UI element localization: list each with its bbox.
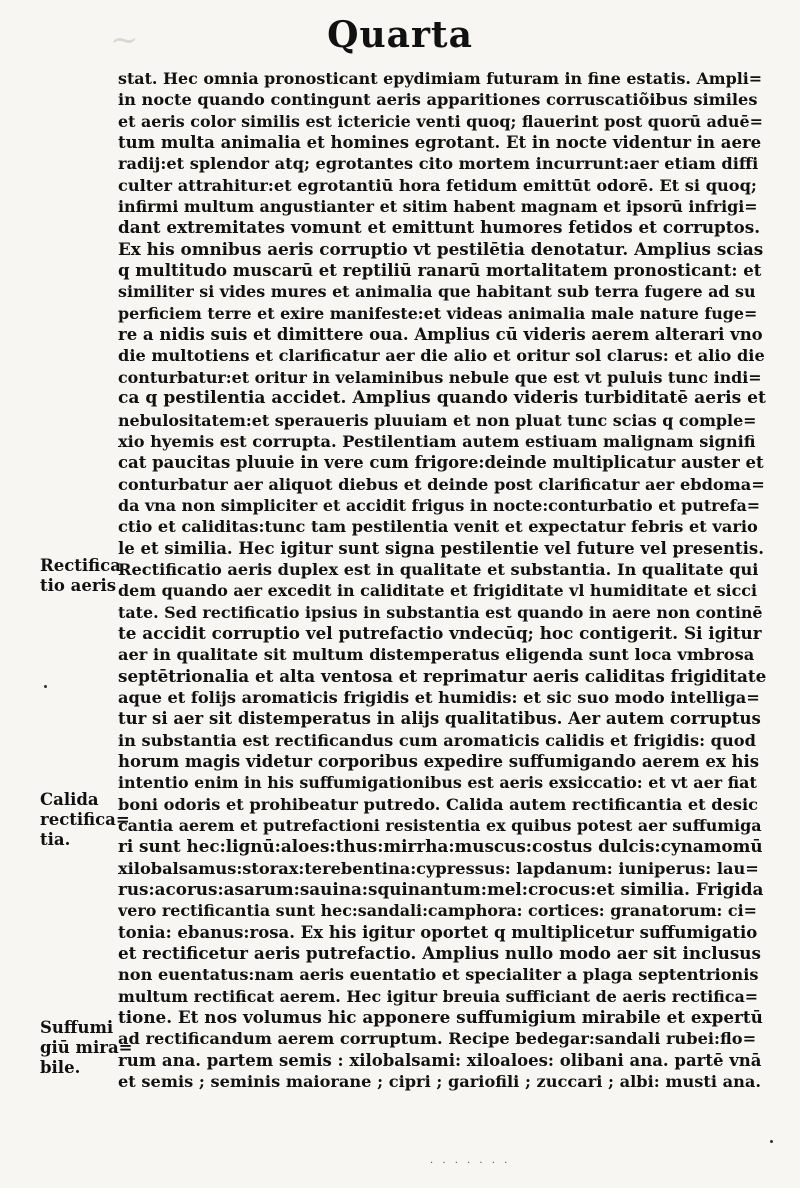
text-line: cantia aerem et putrefactioni resistentia ex quibus potest aer suffumiga — [118, 816, 762, 836]
margin-note-rectificatio — [40, 556, 121, 596]
text-line: ctio et caliditas:tunc tam pestilentia venit et expectatur febris et vario — [118, 517, 758, 537]
text-line: te accidit corruptio vel putrefactio vndecūq; hoc contigerit. Si igitur — [118, 622, 762, 643]
text-line: radij:et splendor atq; egrotantes cito mortem incurrunt:aer etiam diffi — [118, 154, 759, 174]
text-line: ad rectificandum aerem corruptum. Recipe bedegar:sandali rubei:flo= — [118, 1029, 757, 1049]
text-line: conturbatur:et oritur in velaminibus nebule que est vt puluis tunc indi= — [118, 367, 762, 387]
text-line: infirmi multum angustianter et sitim habent magnam et ipsorū infrigi= — [118, 197, 758, 217]
text-line: vero rectificantia sunt hec:sandali:camphora: cortices: granatorum: ci= — [118, 901, 757, 921]
text-line: tonia: ebanus:rosa. Ex his igitur oportet q multiplicetur suffumigatio — [118, 922, 758, 942]
text-line: le et similia. Hec igitur sunt signa pestilentie vel future vel presentis. — [118, 538, 764, 558]
text-line: et semis ; seminis maiorane ; cipri ; gariofili ; zuccari ; albi: musti ana. — [118, 1072, 762, 1092]
text-line: et rectificetur aeris putrefactio. Amplius nullo modo aer sit inclusus — [118, 943, 761, 964]
ink-speck — [44, 685, 47, 688]
text-line: q multitudo muscarū et reptiliū ranarū mortalitatem pronosticant: et — [118, 261, 762, 281]
text-line: multum rectificat aerem. Hec igitur breuia sufficiant de aeris rectifica= — [118, 986, 759, 1006]
text-line: xilobalsamus:storax:terebentina:cypressus: lapdanum: iuniperus: lau= — [118, 858, 759, 878]
text-line: tum multa animalia et homines egrotant. Et in nocte videntur in aere — [118, 133, 762, 153]
ink-speck — [770, 1140, 773, 1143]
text-line: ri sunt hec:lignū:aloes:thus:mirrha:muscus:costus dulcis:cynamomū — [118, 836, 763, 857]
margin-note-line: Suffumi — [40, 1018, 114, 1037]
text-line: dem quando aer excedit in caliditate et frigiditate vl humiditate et sicci — [118, 581, 757, 601]
text-line: intentio enim in his suffumigationibus est aeris exsiccatio: et vt aer fiat — [118, 773, 757, 793]
text-line: tate. Sed rectificatio ipsius in substantia est quando in aere non continē — [118, 602, 763, 622]
text-line: rus:acorus:asarum:sauina:squinantum:mel:crocus:et similia. Frigida — [118, 879, 764, 900]
margin-note-line: Rectifica — [40, 556, 121, 575]
bleed-through-ghost: ~ — [110, 20, 139, 60]
text-line: dant extremitates vomunt et emittunt humores fetidos et corruptos. — [118, 217, 761, 238]
text-line: nebulositatem:et speraueris pluuiam et non pluat tunc scias q comple= — [118, 410, 757, 430]
text-line: cat paucitas pluuie in vere cum frigore:deinde multiplicatur auster et — [118, 453, 764, 473]
text-line: stat. Hec omnia pronosticant epydimiam futuram in fine estatis. Ampli= — [118, 69, 763, 88]
text-line: et aeris color similis est ictericie venti quoq; flauerint post quorū aduē= — [118, 111, 763, 131]
text-line: aque et folijs aromaticis frigidis et humidis: et sic suo modo intelliga= — [118, 687, 760, 707]
text-line: aer in qualitate sit multum distemperatus eligenda sunt loca vmbrosa — [118, 645, 755, 665]
text-line: xio hyemis est corrupta. Pestilentiam autem estiuam malignam signifi — [118, 431, 756, 451]
text-line: rum ana. partem semis : xilobalsami: xiloaloes: olibani ana. partē vnā — [118, 1050, 762, 1070]
text-line: perficiem terre et exire manifeste:et videas animalia male nature fuge= — [118, 303, 758, 323]
text-line: boni odoris et prohibeatur putredo. Calida autem rectificantia et desic — [118, 794, 758, 814]
margin-note-suffumigium — [40, 1018, 133, 1078]
text-line: culter attrahitur:et egrotantiū hora fetidum emittūt odorē. Et si quoq; — [118, 175, 757, 195]
text-line: da vna non simpliciter et accidit frigus in nocte:conturbatio et putrefa= — [118, 495, 761, 515]
text-line: re a nidis suis et dimittere oua. Amplius cū videris aerem alterari vno — [118, 325, 763, 345]
page-title: Quarta — [327, 14, 473, 56]
text-line: tur si aer sit distemperatus in alijs qualitatibus. Aer autem corruptus — [118, 709, 761, 729]
text-line: tione. Et nos volumus hic apponere suffumigium mirabile et expertū — [118, 1007, 763, 1028]
text-line: non euentatus:nam aeris euentatio et specialiter a plaga septentrionis — [118, 965, 759, 985]
text-line: conturbatur aer aliquot diebus et deinde post clarificatur aer ebdoma= — [118, 474, 765, 494]
text-line: septētrionalia et alta ventosa et reprimatur aeris caliditas frigiditate — [118, 665, 766, 686]
text-line: in nocte quando contingunt aeris apparitiones corruscatiõibus similes — [118, 90, 758, 110]
text-line: in substantia est rectificandus cum aromaticis calidis et frigidis: quod — [118, 730, 756, 750]
text-line: die multotiens et clarificatur aer die alio et oritur sol clarus: et alio die — [118, 346, 765, 366]
margin-note-line: rectifica= — [40, 810, 130, 829]
margin-note-line: tio aeris — [40, 576, 117, 595]
text-line: ca q pestilentia accidet. Amplius quando videris turbiditatē aeris et — [118, 388, 766, 409]
text-line: Ex his omnibus aeris corruptio vt pestilētia denotatur. Amplius scias — [118, 238, 764, 259]
margin-note-line: tia. — [40, 830, 71, 849]
bottom-dots: · · · · · · · — [430, 1158, 511, 1169]
text-line: similiter si vides mures et animalia que habitant sub terra fugere ad su — [118, 282, 756, 302]
margin-note-line: Calida — [40, 790, 99, 809]
text-line: Rectificatio aeris duplex est in qualitate et substantia. In qualitate qui — [118, 559, 759, 579]
text-line: horum magis videtur corporibus expedire suffumigando aerem ex his — [118, 752, 760, 771]
margin-note-line: bile. — [40, 1058, 81, 1077]
margin-note-line: giū mira= — [40, 1038, 133, 1057]
margin-note-calida — [40, 790, 130, 850]
main-text-block — [118, 68, 766, 1093]
